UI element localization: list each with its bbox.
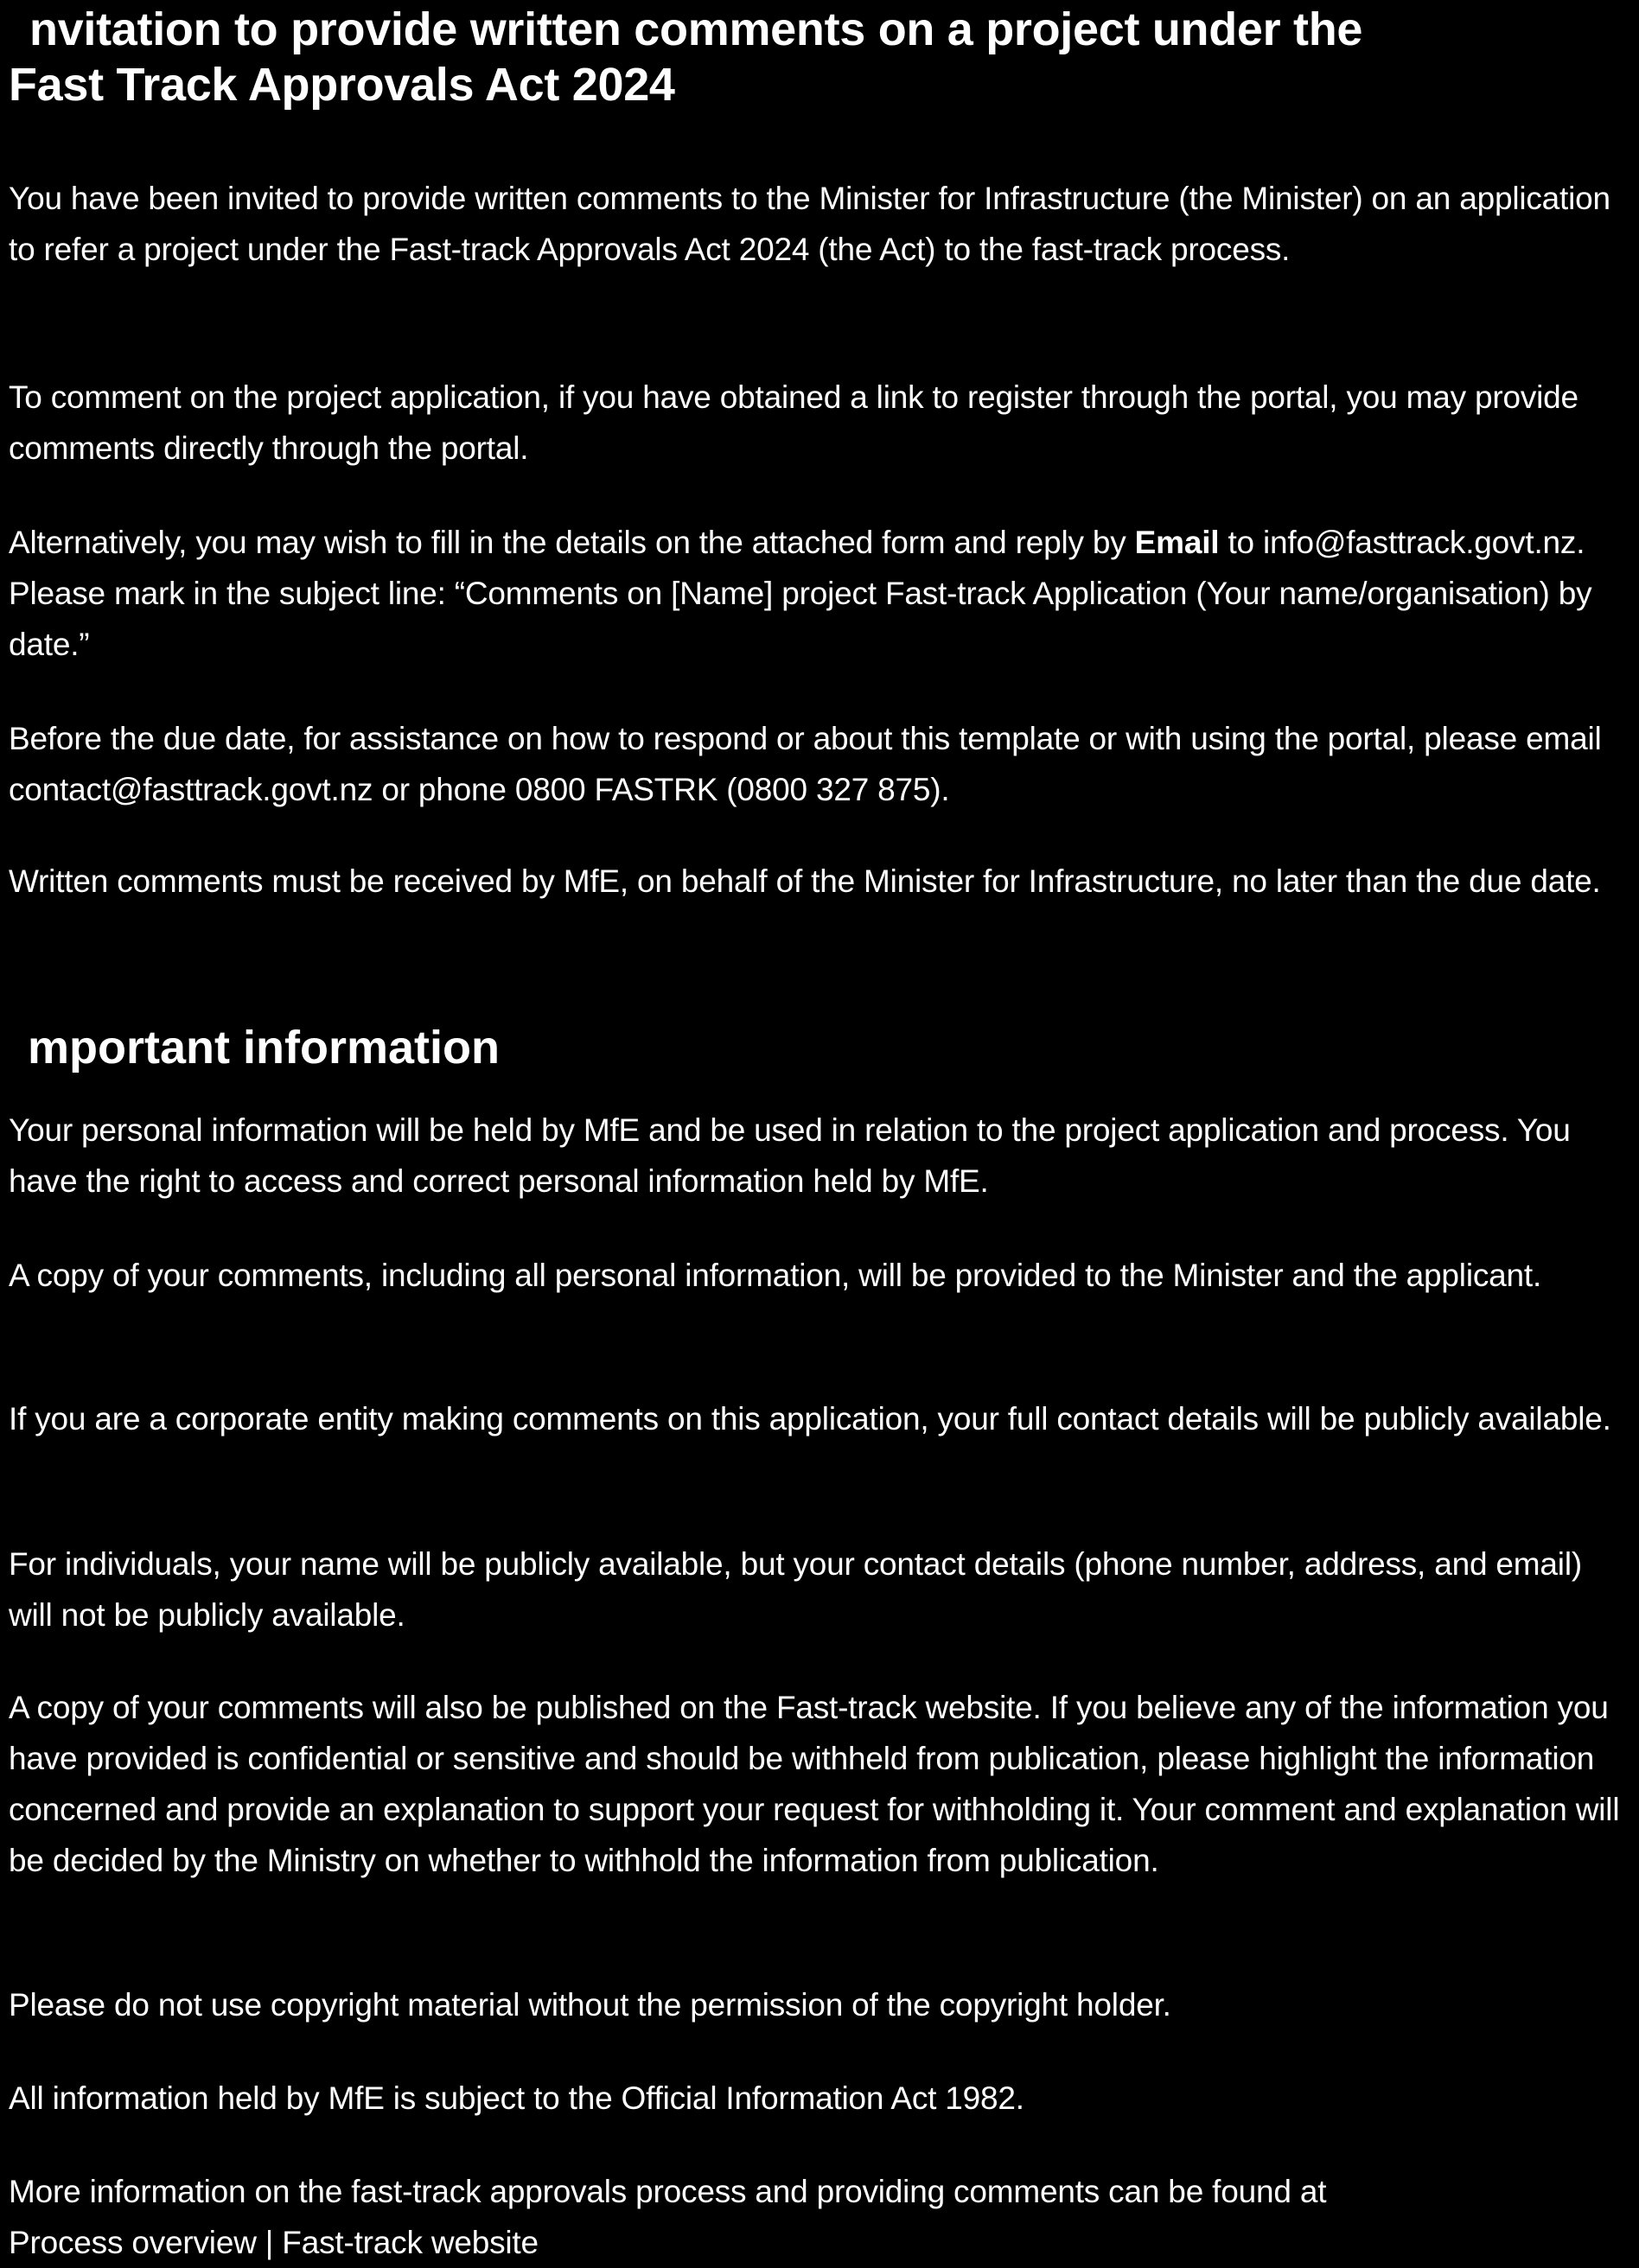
invitation-heading-line2: Fast Track Approvals Act 2024 (9, 59, 675, 111)
important-paragraph-1: Your personal information will be held by MfE and be used in relation to the project application and process. You have the right to access and correct personal information held by MfE. (9, 1112, 1571, 1199)
invitation-paragraph-2: To comment on the project application, if you have obtained a link to register through the portal, you may provide comments directly through the portal. (9, 379, 1578, 466)
important-paragraph-6: Please do not use copyright material without the permission of the copyright holder. (9, 1987, 1171, 2023)
paragraph-3-text-after: to info@fasttrack.govt.nz. Please mark in the subject line: “Comments on [Name] project Fast-track Application (Your name/organisation) by date.” (9, 525, 1592, 662)
important-paragraph-4: For individuals, your name will be publicly available, but your contact details (phone number, address, and email) will not be publicly available. (9, 1546, 1582, 1633)
email-emphasis: Email (1134, 525, 1220, 560)
important-paragraph-8 (9, 2166, 1625, 2268)
invitation-paragraph-1: You have been invited to provide written comments to the Minister for Infrastructure (the Minister) on an application to refer a project under the Fast-track Approvals Act 2024 (the Act) to the fast-track process. (9, 181, 1610, 267)
invitation-heading-line1: nvitation to provide written comments on a project under the (29, 3, 1363, 55)
important-paragraph-7: All information held by MfE is subject to the Official Information Act 1982. (9, 2080, 1024, 2116)
important-paragraph-5: A copy of your comments will also be published on the Fast-track website. If you believe any of the information you have provided is confidential or sensitive and should be withheld from publication, please highlight the information concerned and provide an explanation to support your request for withholding it. Your comment and explanation will be decided by the Ministry on whether to withhold the information from publication. (9, 1690, 1620, 1878)
important-paragraph-3: If you are a corporate entity making comments on this application, your full contact details will be publicly available. (9, 1401, 1611, 1437)
invitation-paragraph-5: Written comments must be received by MfE, on behalf of the Minister for Infrastructure, no later than the due date. (9, 863, 1601, 899)
process-overview-link[interactable]: Process overview | Fast-track website (9, 2225, 539, 2260)
important-information-heading: mportant information (28, 1022, 500, 1073)
important-paragraph-2: A copy of your comments, including all personal information, will be provided to the Minister and the applicant. (9, 1258, 1542, 1293)
invitation-heading (9, 0, 1625, 112)
paragraph-3-text-before: Alternatively, you may wish to fill in the details on the attached form and reply by (9, 525, 1135, 560)
invitation-paragraph-3 (9, 517, 1625, 670)
invitation-paragraph-4: Before the due date, for assistance on how to respond or about this template or with using the portal, please email contact@fasttrack.govt.nz or phone 0800 FASTRK (0800 327 875). (9, 721, 1602, 807)
more-information-text: More information on the fast-track approvals process and providing comments can be found at (9, 2174, 1327, 2209)
